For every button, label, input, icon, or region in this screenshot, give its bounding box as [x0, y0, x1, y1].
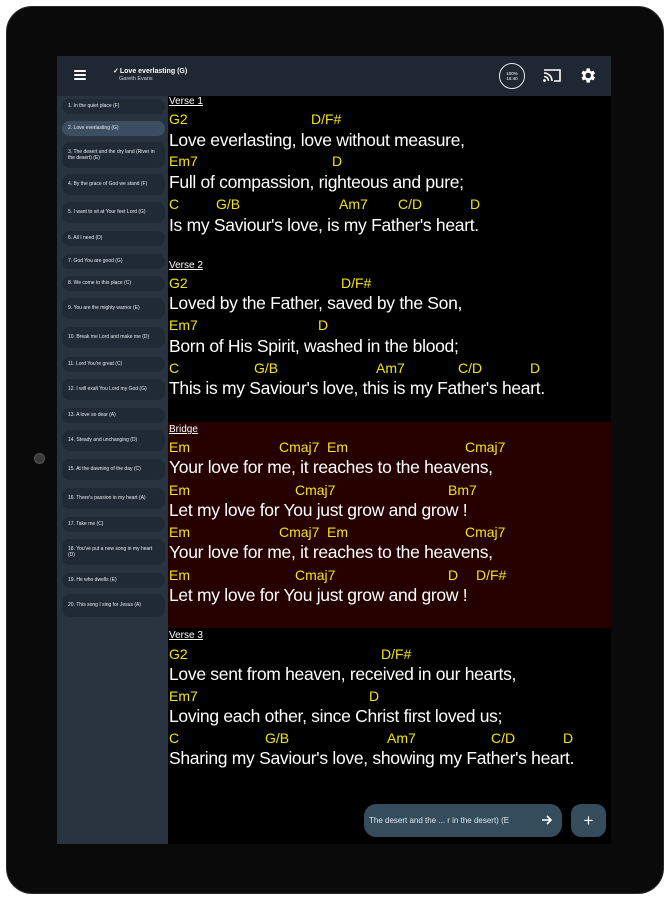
chord: Am7 — [387, 730, 416, 746]
chord: G/B — [265, 730, 290, 746]
chord-line — [169, 196, 609, 210]
chord: G2 — [169, 646, 188, 662]
cast-icon[interactable] — [543, 68, 561, 83]
add-button[interactable]: + — [571, 804, 606, 837]
song-list-item-selected[interactable]: 2. Love everlasting (G) — [62, 121, 165, 136]
chord: Cmaj7 — [465, 524, 506, 540]
chord: C/D — [458, 360, 483, 376]
song-list-item[interactable]: 13. A love so dear (A) — [62, 408, 165, 423]
song-list-item[interactable]: 7. God You are good (G) — [62, 254, 165, 269]
chord: D/F# — [476, 567, 507, 583]
song-list-item[interactable]: 3. The desert and the dry land (River in the desert) (E) — [62, 142, 165, 168]
chord-line — [169, 688, 609, 702]
lyric-line: Loving each other, since Christ first loved us; — [169, 706, 503, 726]
section-label-verse-1: Verse 1 — [169, 96, 203, 107]
lyric-line: Your love for me, it reaches to the heavens, — [169, 542, 493, 562]
chord: G/B — [254, 360, 279, 376]
next-song-label: The desert and the ... r in the desert) (E — [369, 816, 510, 825]
lyric-line: Love everlasting, love without measure, — [169, 130, 465, 150]
chord-line — [169, 482, 609, 496]
chord: D — [332, 153, 343, 169]
song-author: Gareth Evans — [119, 76, 153, 82]
chord: D/F# — [381, 646, 412, 662]
chord: Bm7 — [448, 482, 477, 498]
song-list — [57, 96, 168, 844]
section-label-verse-3: Verse 3 — [169, 630, 203, 641]
chord: D — [369, 688, 380, 704]
song-list-item[interactable]: 9. You are the mighty warrior (E) — [62, 298, 165, 319]
song-list-item[interactable]: 14. Steady and unchanging (D) — [62, 430, 165, 451]
song-list-item[interactable]: 18. You've put a new song in my heart (D) — [62, 539, 165, 565]
chord: C — [169, 730, 180, 746]
bpm-indicator[interactable]: 100% 16:40 — [499, 63, 525, 89]
chord: G2 — [169, 275, 188, 291]
gear-icon[interactable] — [578, 66, 597, 85]
song-list-item[interactable]: 19. He who dwells (E) — [62, 573, 165, 588]
song-list-item[interactable]: 10. Break me Lord and make me (D) — [62, 327, 165, 348]
app-screen — [57, 56, 611, 844]
chord: D — [563, 730, 574, 746]
chord: Em7 — [169, 317, 198, 333]
lyric-line: Loved by the Father, saved by the Son, — [169, 293, 463, 313]
chord: C — [169, 360, 180, 376]
song-list-item[interactable]: 12. I will exalt You Lord my God (G) — [62, 379, 165, 400]
lyric-line: Born of His Spirit, washed in the blood; — [169, 336, 459, 356]
lyric-line: Is my Saviour's love, is my Father's heart. — [169, 215, 479, 235]
chord: Em — [169, 482, 190, 498]
chord-line — [169, 730, 609, 744]
lyric-line: Let my love for You just grow and grow ! — [169, 585, 468, 605]
chord: D — [448, 567, 459, 583]
chord: C/D — [491, 730, 516, 746]
top-bar — [57, 56, 611, 96]
next-song-button[interactable] — [364, 804, 562, 837]
chord-line — [169, 524, 609, 538]
chord-sheet — [168, 96, 611, 844]
song-title: Love everlasting (G) — [119, 68, 188, 75]
chord-line — [169, 111, 609, 125]
chord: D — [470, 196, 481, 212]
menu-icon[interactable] — [74, 70, 86, 80]
song-list-item[interactable]: 16. There's passion in my heart (A) — [62, 488, 165, 509]
chord: Am7 — [376, 360, 405, 376]
chord: G/B — [216, 196, 241, 212]
chord: Em — [327, 524, 348, 540]
chord-line — [169, 317, 609, 331]
chord: Cmaj7 — [295, 567, 336, 583]
lyric-line: Let my love for You just grow and grow ! — [169, 500, 468, 520]
chord: Em — [169, 567, 190, 583]
section-label-bridge: Bridge — [169, 424, 198, 435]
lyric-line: Full of compassion, righteous and pure; — [169, 172, 464, 192]
song-list-item[interactable]: 11. Lord You're great (C) — [62, 357, 165, 372]
chord: D/F# — [311, 111, 342, 127]
chord: D/F# — [341, 275, 372, 291]
chord-line — [169, 275, 609, 289]
lyric-line: Love sent from heaven, received in our hearts, — [169, 664, 517, 684]
check-icon: ✓ — [113, 68, 119, 75]
chord: Am7 — [339, 196, 368, 212]
chord: Em — [327, 439, 348, 455]
chord: Em — [169, 524, 190, 540]
song-list-item[interactable]: 17. Take me (C) — [62, 517, 165, 532]
chord-line — [169, 646, 609, 660]
chord: Em7 — [169, 688, 198, 704]
chord: C/D — [398, 196, 423, 212]
chord: C — [169, 196, 180, 212]
chord: D — [530, 360, 541, 376]
song-header — [113, 67, 187, 82]
chord-line — [169, 439, 609, 453]
chord: Cmaj7 — [465, 439, 506, 455]
chord-line — [169, 360, 609, 374]
chord: Em — [169, 439, 190, 455]
song-list-item[interactable]: 5. I want to sit at Your feet Lord (G) — [62, 202, 165, 223]
chord: D — [318, 317, 329, 333]
chord: Cmaj7 — [279, 439, 320, 455]
song-list-item[interactable]: 20. This song I sing for Jesus (A) — [62, 594, 165, 617]
section-label-verse-2: Verse 2 — [169, 260, 203, 271]
lyric-line: Your love for me, it reaches to the heavens, — [169, 457, 493, 477]
chord: Cmaj7 — [295, 482, 336, 498]
song-list-item[interactable]: 4. By the grace of God we stand (F) — [62, 174, 165, 195]
camera-dot — [34, 453, 45, 464]
arrow-right-icon — [540, 813, 554, 827]
song-list-item[interactable]: 1. In the quiet place (F) — [62, 99, 165, 114]
song-list-item[interactable]: 6. All I need (D) — [62, 231, 165, 246]
chord-line — [169, 153, 609, 167]
chord: G2 — [169, 111, 188, 127]
chord: Cmaj7 — [279, 524, 320, 540]
lyric-line: Sharing my Saviour's love, showing my Father's heart. — [169, 748, 575, 768]
song-list-item[interactable]: 15. At the dawning of the day (C) — [62, 459, 165, 480]
chord-line — [169, 567, 609, 581]
lyric-line: This is my Saviour's love, this is my Father's heart. — [169, 378, 545, 398]
chord: Em7 — [169, 153, 198, 169]
song-list-item[interactable]: 8. We come to this place (C) — [62, 276, 165, 291]
